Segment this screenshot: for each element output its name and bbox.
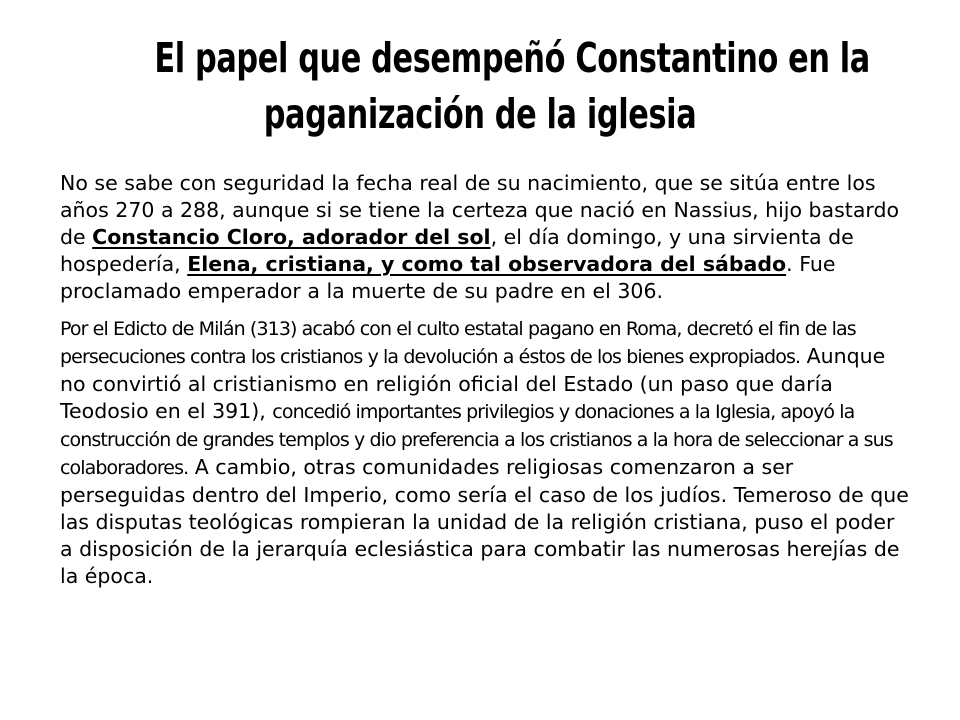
paragraph-edict-cond-a: Por el Edicto de Milán (313) acabó con el culto estatal pagano en Roma, decretó el fin de las persecuciones contra los cristianos y la devolución a éstos de los bienes expropiados. <box>60 318 856 368</box>
slide-body <box>60 170 910 600</box>
paragraph-edict-text-b: A cambio, otras comunidades religiosas comenzaron a ser perseguidas dentro del Imperio, como sería el caso de los judíos. Temeroso de que las disputas teológicas rompieran la unidad de la religión cristiana, puso el poder a disposición de la jerarquía eclesiástica para combatir las numerosas herejías de la época. <box>60 455 909 588</box>
slide-title-line-1: El papel que desempeñó Constantino en la <box>154 34 870 82</box>
paragraph-birth-text-a: No se sabe con seguridad la fecha real de su nacimiento, que se sitúa entre los años 270 a 288, aunque si se tiene la certeza que nació en Nassius, hijo bastardo de <box>60 171 900 249</box>
slide-title <box>154 30 870 142</box>
paragraph-edict-text-a: Aunque no convirtió al cristianismo en religión oficial del Estado (un paso que daría Teodosio en el 391), <box>60 344 886 423</box>
paragraph-birth-text-c: . Fue proclamado emperador a la muerte de su padre en el 306. <box>60 252 836 303</box>
paragraph-birth-text-b: , el día domingo, y una sirvienta de hospedería, <box>60 225 854 276</box>
link-constancio-cloro[interactable]: Constancio Cloro, adorador del sol <box>92 225 491 249</box>
slide-title-line-2: paganización de la iglesia <box>263 90 697 138</box>
paragraph-edict <box>60 315 910 590</box>
link-elena[interactable]: Elena, cristiana, y como tal observadora del sábado <box>187 252 787 276</box>
paragraph-birth <box>60 170 910 305</box>
paragraph-edict-cond-b: concedió importantes privilegios y donaciones a la Iglesia, apoyó la construcción de grandes templos y dio preferencia a los cristianos a la hora de seleccionar a sus colaboradores. <box>60 401 893 479</box>
